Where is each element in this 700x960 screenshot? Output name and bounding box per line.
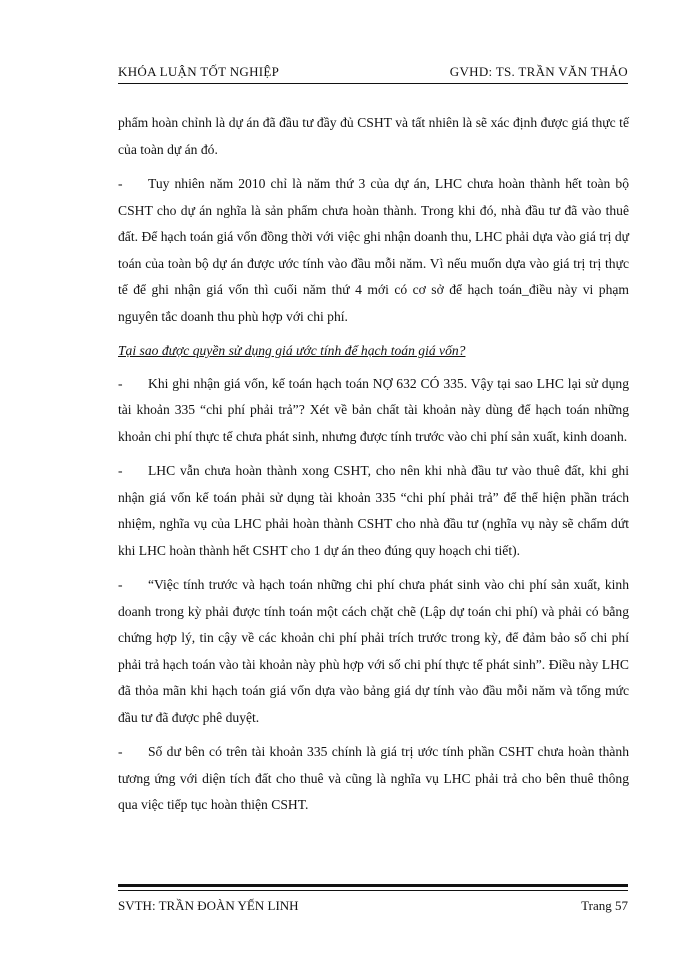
bullet-dash: -	[118, 375, 123, 391]
bullet-paragraph-6	[118, 739, 629, 819]
bullet-dash: -	[118, 744, 123, 759]
paragraph-3-text: Khi ghi nhận giá vốn, kế toán hạch toán NỢ 632 CÓ 335. Vậy tại sao LHC lại sử dụng tài khoản 335 “chi phí phải trả”? Xét về bản chất tài khoản này dùng để hạch toán những khoản chi phí thực tế chưa phát sinh, nhưng được tính trước vào chi phí sản xuất, kinh doanh.	[118, 375, 629, 444]
paragraph-5-text: “Việc tính trước và hạch toán những chi phí chưa phát sinh vào chi phí sản xuất, kinh doanh trong kỳ phải được tính toán một cách chặt chẽ (Lập dự toán chi phí) và phải có bằng chứng hợp lý, tin cậy về các khoản chi phí phải trích trước trong kỳ, để đảm bảo số chi phí phải trả hạch toán vào tài khoản này phù hợp với số chi phí thực tế phát sinh”. Điều này LHC đã thỏa mãn khi hạch toán giá vốn dựa vào bảng giá dự tính vào đầu mỗi năm và tổng mức đầu tư đã được phê duyệt.	[118, 577, 629, 725]
page-footer	[118, 898, 628, 918]
paragraph-4-text: LHC vẫn chưa hoàn thành xong CSHT, cho nên khi nhà đầu tư vào thuê đất, khi ghi nhận giá vốn kế toán phải sử dụng tài khoản 335 “chi phí phải trả” để thể hiện phần trách nhiệm, nghĩa vụ của LHC phải hoàn thành CSHT cho nhà đầu tư (nghĩa vụ này sẽ chấm dứt khi LHC hoàn thành hết CSHT cho 1 dự án theo đúng quy hoạch chi tiết).	[118, 463, 629, 558]
header-rule	[118, 83, 628, 84]
bullet-paragraph-4	[118, 458, 629, 564]
bullet-paragraph-5	[118, 572, 629, 731]
footer-rule-thick	[118, 884, 628, 887]
paragraph-2-text: Tuy nhiên năm 2010 chỉ là năm thứ 3 của dự án, LHC chưa hoàn thành hết toàn bộ CSHT cho dự án nghĩa là sản phẩm chưa hoàn thành. Trong khi đó, nhà đầu tư đã vào thuê đất. Để hạch toán giá vốn đồng thời với việc ghi nhận doanh thu, LHC phải dựa vào giá trị dự toán của toàn bộ dự án được ước tính vào đầu mỗi năm. Vì nếu muốn dựa vào giá trị trị thực tế để ghi nhận giá vốn thì cuối năm thứ 4 mới có cơ sở để hạch toán_điều này vi phạm nguyên tắc doanh thu phù hợp với chi phí.	[118, 176, 629, 324]
bullet-dash: -	[118, 176, 123, 191]
paragraph-6-text: Số dư bên có trên tài khoản 335 chính là giá trị ước tính phần CSHT chưa hoàn thành tương ứng với diện tích đất cho thuê và cũng là nghĩa vụ LHC phải trả cho bên thuê thông qua việc tiếp tục hoàn thiện CSHT.	[118, 744, 629, 812]
page-number: Trang 57	[581, 898, 628, 913]
student-name: SVTH: TRẦN ĐOÀN YẾN LINH	[118, 898, 299, 913]
bullet-dash: -	[118, 463, 123, 478]
bullet-paragraph-2	[118, 171, 629, 330]
page-header	[118, 64, 628, 84]
bullet-dash: -	[118, 577, 123, 592]
footer-rule-thin	[118, 890, 628, 891]
advisor-name: GVHD: TS. TRẦN VĂN THẢO	[449, 64, 628, 79]
bullet-paragraph-3	[118, 371, 629, 451]
thesis-title: KHÓA LUẬN TỐT NGHIỆP	[118, 64, 280, 79]
page-body	[118, 110, 629, 827]
section-heading: Tại sao được quyền sử dụng giá ước tính để hạch toán giá vốn?	[118, 343, 466, 358]
paragraph-1: phẩm hoàn chỉnh là dự án đã đầu tư đầy đủ CSHT và tất nhiên là sẽ xác định được giá thực tế của toàn dự án đó.	[118, 115, 629, 157]
